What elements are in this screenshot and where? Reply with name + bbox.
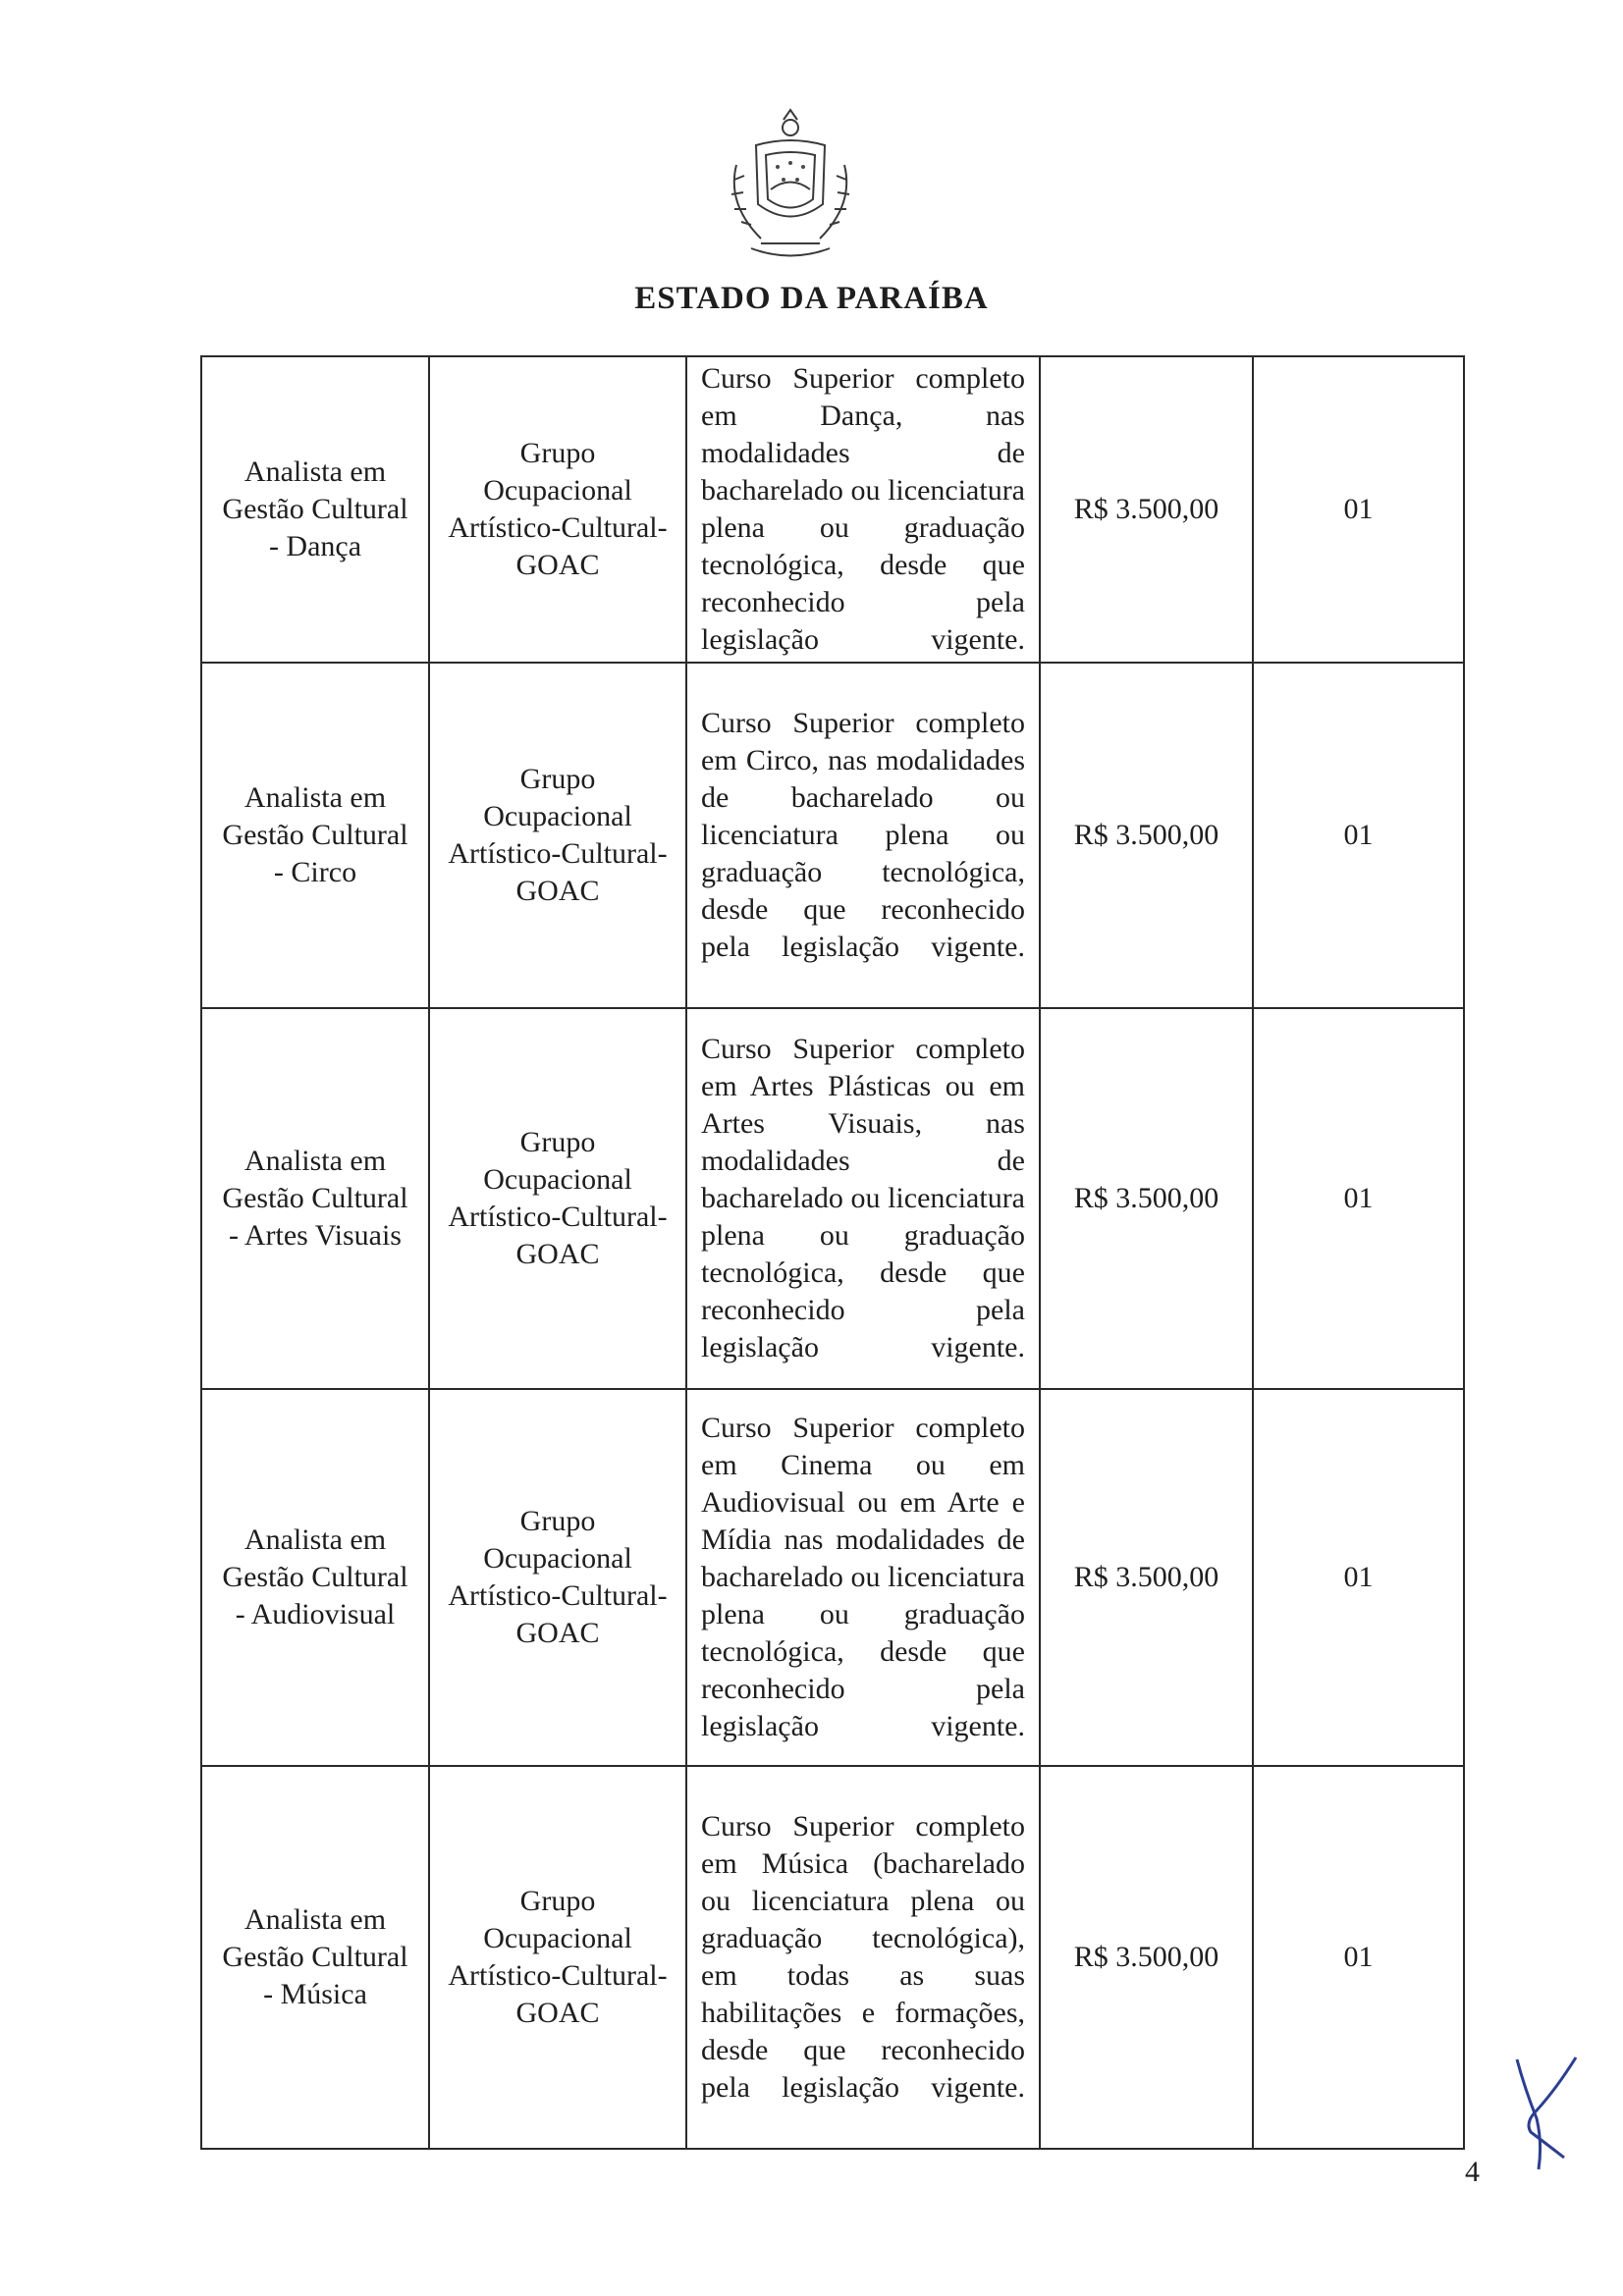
grupo-cell: Grupo Ocupacional Artístico-Cultural-GOAC	[429, 1766, 686, 2149]
vagas-cell: 01	[1253, 1389, 1464, 1766]
cargo-cell: Analista em Gestão Cultural - Dança	[201, 356, 429, 663]
handwritten-signature-icon	[1507, 2050, 1586, 2177]
table-row	[201, 356, 1464, 663]
requisito-cell: Curso Superior completo em Circo, nas modalidades de bacharelado ou licenciatura plena ou graduação tecnológica, desde que reconhecido pela legislação vigente.	[686, 663, 1040, 1008]
remuneracao-cell: R$ 3.500,00	[1040, 663, 1253, 1008]
cargo-cell: Analista em Gestão Cultural - Audiovisual	[201, 1389, 429, 1766]
table-row	[201, 663, 1464, 1008]
cargo-cell: Analista em Gestão Cultural - Música	[201, 1766, 429, 2149]
grupo-cell: Grupo Ocupacional Artístico-Cultural-GOAC	[429, 663, 686, 1008]
vacancies-table	[200, 355, 1465, 2150]
requisito-cell: Curso Superior completo em Cinema ou em Audiovisual ou em Arte e Mídia nas modalidades de bacharelado ou licenciatura plena ou graduação tecnológica, desde que reconhecido pela legislação vigente.	[686, 1389, 1040, 1766]
vagas-cell: 01	[1253, 1008, 1464, 1389]
remuneracao-cell: R$ 3.500,00	[1040, 1766, 1253, 2149]
table-row	[201, 1389, 1464, 1766]
state-title: ESTADO DA PARAÍBA	[634, 281, 989, 316]
requisito-cell: Curso Superior completo em Artes Plásticas ou em Artes Visuais, nas modalidades de bacharelado ou licenciatura plena ou graduação tecnológica, desde que reconhecido pela legislação vigente.	[686, 1008, 1040, 1389]
remuneracao-cell: R$ 3.500,00	[1040, 1389, 1253, 1766]
grupo-cell: Grupo Ocupacional Artístico-Cultural-GOAC	[429, 1389, 686, 1766]
requisito-cell: Curso Superior completo em Música (bacharelado ou licenciatura plena ou graduação tecnológica), em todas as suas habilitações e formações, desde que reconhecido pela legislação vigente.	[686, 1766, 1040, 2149]
remuneracao-cell: R$ 3.500,00	[1040, 1008, 1253, 1389]
table-row	[201, 1766, 1464, 2149]
page-number: 4	[1465, 2156, 1480, 2188]
state-coat-of-arms-icon	[707, 106, 874, 273]
table-row	[201, 1008, 1464, 1389]
cargo-cell: Analista em Gestão Cultural - Artes Visuais	[201, 1008, 429, 1389]
vagas-cell: 01	[1253, 663, 1464, 1008]
grupo-cell: Grupo Ocupacional Artístico-Cultural-GOAC	[429, 356, 686, 663]
vagas-cell: 01	[1253, 356, 1464, 663]
cargo-cell: Analista em Gestão Cultural - Circo	[201, 663, 429, 1008]
requisito-cell: Curso Superior completo em Dança, nas modalidades de bacharelado ou licenciatura plena ou graduação tecnológica, desde que reconhecido pela legislação vigente.	[686, 356, 1040, 663]
vagas-cell: 01	[1253, 1766, 1464, 2149]
grupo-cell: Grupo Ocupacional Artístico-Cultural-GOAC	[429, 1008, 686, 1389]
remuneracao-cell: R$ 3.500,00	[1040, 356, 1253, 663]
